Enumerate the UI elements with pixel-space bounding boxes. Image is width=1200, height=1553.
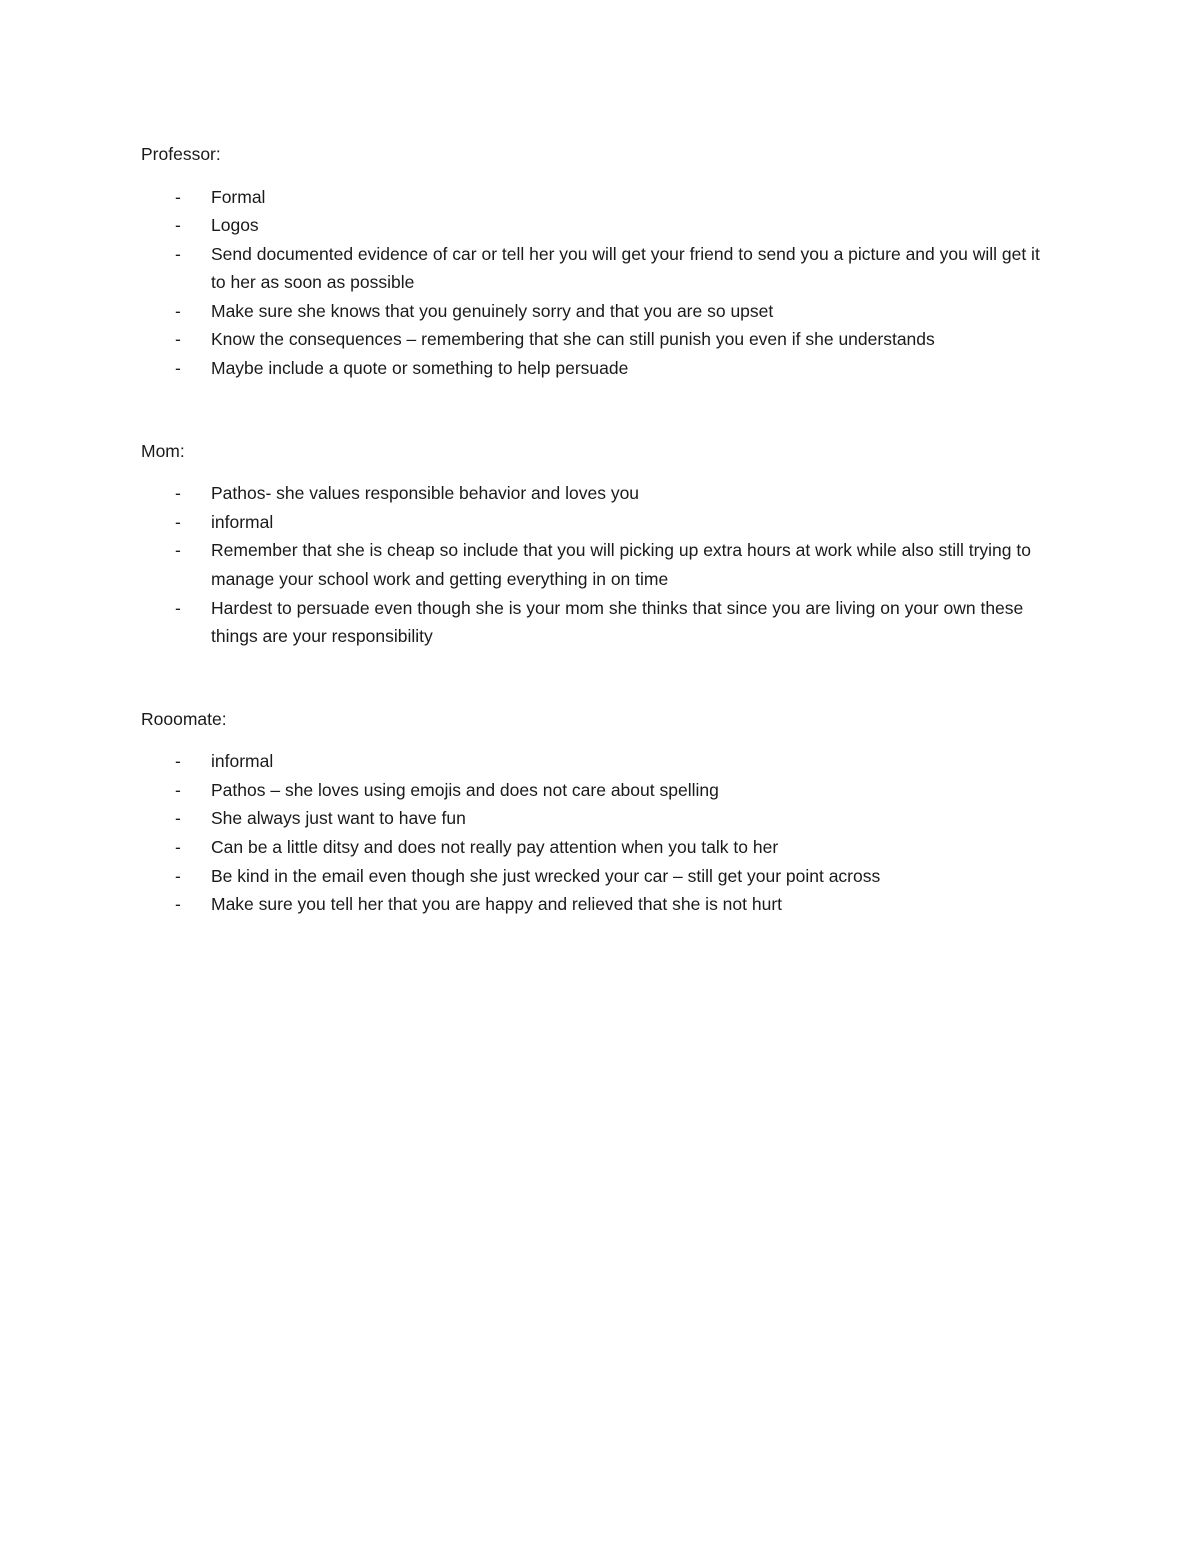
bullet-list: [141, 183, 1041, 383]
list-item: [141, 890, 1041, 919]
list-item-text: Pathos – she loves using emojis and does not care about spelling: [211, 779, 719, 800]
section-professor: [141, 140, 1041, 383]
section-spacer: [141, 651, 1041, 705]
list-item: [141, 747, 1041, 776]
bullet-dash: -: [175, 511, 181, 532]
bullet-dash: -: [175, 483, 181, 504]
list-item: [141, 479, 1041, 508]
list-item: [141, 594, 1041, 651]
bullet-dash: -: [175, 751, 181, 772]
list-item: [141, 240, 1041, 297]
list-item-text: Make sure she knows that you genuinely sorry and that you are so upset: [211, 300, 774, 321]
list-item-text: Logos: [211, 215, 259, 236]
list-item-text: Know the consequences – remembering that she can still punish you even if she understands: [211, 329, 935, 350]
list-item: [141, 508, 1041, 537]
list-item-text: Maybe include a quote or something to help persuade: [211, 358, 629, 379]
section-title: Professor:: [141, 144, 221, 164]
section-spacer: [141, 383, 1041, 437]
bullet-dash: -: [175, 894, 181, 915]
list-item-text: Can be a little ditsy and does not really pay attention when you talk to her: [211, 837, 779, 857]
list-item: [141, 536, 1041, 593]
list-item-text: Remember that she is cheap so include that you will picking up extra hours at work while also still trying to manage your school work and getting everything in on time: [211, 540, 1031, 589]
list-item: [141, 325, 1041, 354]
list-item: [141, 862, 1041, 891]
list-item-text: Send documented evidence of car or tell her you will get your friend to send you a picture and you will get it to her as soon as possible: [211, 243, 1040, 293]
bullet-dash: -: [175, 186, 181, 207]
list-item-text: informal: [211, 751, 274, 772]
bullet-list: [141, 747, 1041, 919]
bullet-dash: -: [175, 540, 181, 561]
document-body: [141, 140, 1041, 919]
bullet-dash: -: [175, 329, 181, 350]
list-item-text: She always just want to have fun: [211, 808, 466, 829]
section-title: Mom:: [141, 440, 185, 461]
list-item: [141, 354, 1041, 383]
list-item: [141, 804, 1041, 833]
list-item-text: Make sure you tell her that you are happy and relieved that she is not hurt: [211, 894, 783, 915]
list-item: [141, 211, 1041, 240]
bullet-dash: -: [175, 300, 181, 321]
bullet-list: [141, 479, 1041, 651]
list-item: [141, 833, 1041, 862]
section-mom: [141, 437, 1041, 651]
section-roommate: [141, 705, 1041, 919]
list-item: [141, 297, 1041, 326]
bullet-dash: -: [175, 215, 181, 236]
list-item-text: Pathos- she values responsible behavior and loves you: [211, 483, 640, 504]
bullet-dash: -: [175, 808, 181, 829]
bullet-dash: -: [175, 597, 181, 618]
list-item-text: Formal: [211, 186, 266, 207]
bullet-dash: -: [175, 865, 181, 886]
list-item-text: Be kind in the email even though she just wrecked your car – still get your point across: [211, 865, 881, 886]
list-item-text: informal: [211, 511, 274, 532]
bullet-dash: -: [175, 243, 181, 264]
list-item-text: Hardest to persuade even though she is your mom she thinks that since you are living on your own these things are your responsibility: [211, 597, 1024, 647]
bullet-dash: -: [175, 358, 181, 379]
list-item: [141, 776, 1041, 805]
section-title: Rooomate:: [141, 708, 227, 729]
bullet-dash: -: [175, 779, 181, 800]
list-item: [141, 183, 1041, 212]
bullet-dash: -: [175, 837, 181, 857]
